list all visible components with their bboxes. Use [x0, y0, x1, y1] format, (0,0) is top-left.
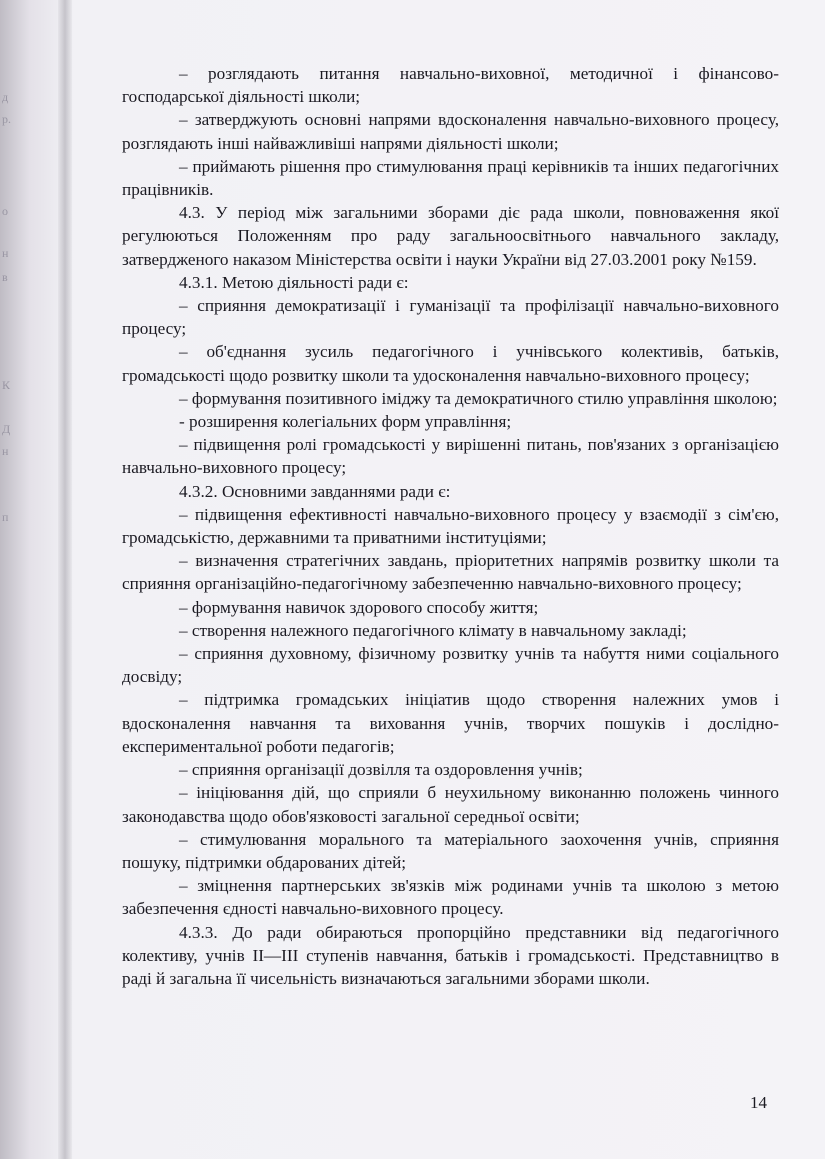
list-item-paragraph: – стимулювання морального та матеріального заохочення учнів, сприяння пошуку, підтримки обдарованих дітей; — [122, 829, 779, 872]
book-gutter-shadow — [58, 0, 72, 1159]
list-item-paragraph: – формування позитивного іміджу та демократичного стилю управління школою; — [179, 388, 778, 408]
document-body — [122, 62, 779, 990]
edge-fragment: р. — [2, 112, 11, 126]
edge-fragment: н — [2, 246, 9, 260]
list-item-paragraph: – ініціювання дій, що сприяли б неухильному виконанню положень чинного законодавства щодо обов'язковості загальної середньої освіти; — [122, 783, 779, 826]
edge-fragment: о — [2, 204, 8, 218]
list-item-paragraph: – створення належного педагогічного клімату в навчальному закладі; — [179, 620, 687, 640]
list-item-paragraph: – сприяння організації дозвілля та оздоровлення учнів; — [179, 760, 583, 780]
list-item-paragraph: – зміцнення партнерських зв'язків між родинами учнів та школою з метою забезпечення єдності навчально-виховного процесу. — [122, 876, 779, 919]
page-number: 14 — [750, 1093, 767, 1112]
list-item-paragraph: – підвищення ролі громадськості у вирішенні питань, пов'язаних з організацією навчально-виховного процесу; — [122, 435, 779, 478]
edge-fragment: п — [2, 510, 9, 524]
edge-fragment: в — [2, 270, 8, 284]
section-paragraph: 4.3.2. Основними завданнями ради є: — [179, 481, 451, 501]
list-item-paragraph: – сприяння духовному, фізичному розвитку учнів та набуття ними соціального досвіду; — [122, 644, 779, 687]
list-item-paragraph: – розглядають питання навчально-виховної, методичної і фінансово-господарської діяльності школи; — [122, 64, 779, 107]
list-item-paragraph: – затверджують основні напрями вдосконалення навчально-виховного процесу, розглядають інші найважливіші напрями діяльності школи; — [122, 110, 779, 153]
section-paragraph: 4.3.3. До ради обираються пропорційно представники від педагогічного колективу, учнів ІІ—ІІІ ступенів навчання, батьків і громадськості. Представництво в раді й загальна її чисельність визначаються загальними зборами школи. — [122, 922, 779, 988]
edge-fragment: д — [2, 90, 9, 104]
edge-fragment: К — [2, 378, 11, 392]
list-item-paragraph: - розширення колегіальних форм управління; — [179, 412, 512, 432]
list-item-paragraph: – підвищення ефективності навчально-виховного процесу у взаємодії з сім'єю, громадськістю, державними та приватними інституціями; — [122, 504, 779, 548]
list-item-paragraph: – формування навичок здорового способу життя; — [179, 597, 539, 617]
edge-fragment: Д — [2, 422, 11, 436]
section-paragraph: 4.3. У період між загальними зборами діє рада школи, повноваження якої регулюються Положенням про раду загальноосвітнього навчального закладу, затвердженого наказом Міністерства освіти і науки України від 27.03.2001 року №159. — [122, 203, 779, 269]
list-item-paragraph: – приймають рішення про стимулювання праці керівників та інших педагогічних працівників. — [122, 156, 779, 200]
edge-fragment: н — [2, 444, 9, 458]
section-paragraph: 4.3.1. Метою діяльності ради є: — [179, 272, 409, 292]
list-item-paragraph: – об'єднання зусиль педагогічного і учнівського колективів, батьків, громадськості щодо розвитку школи та удосконалення навчально-виховного процесу; — [122, 342, 779, 385]
list-item-paragraph: – визначення стратегічних завдань, пріоритетних напрямів розвитку школи та сприяння організаційно-педагогічному забезпеченню навчально-виховного процесу; — [122, 551, 779, 594]
facing-page-edge — [2, 80, 52, 980]
list-item-paragraph: – підтримка громадських ініціатив щодо створення належних умов і вдосконалення навчання та виховання учнів, творчих пошуків і дослідно-експериментальної роботи педагогів; — [122, 690, 779, 756]
list-item-paragraph: – сприяння демократизації і гуманізації та профілізації навчально-виховного процесу; — [122, 296, 779, 339]
